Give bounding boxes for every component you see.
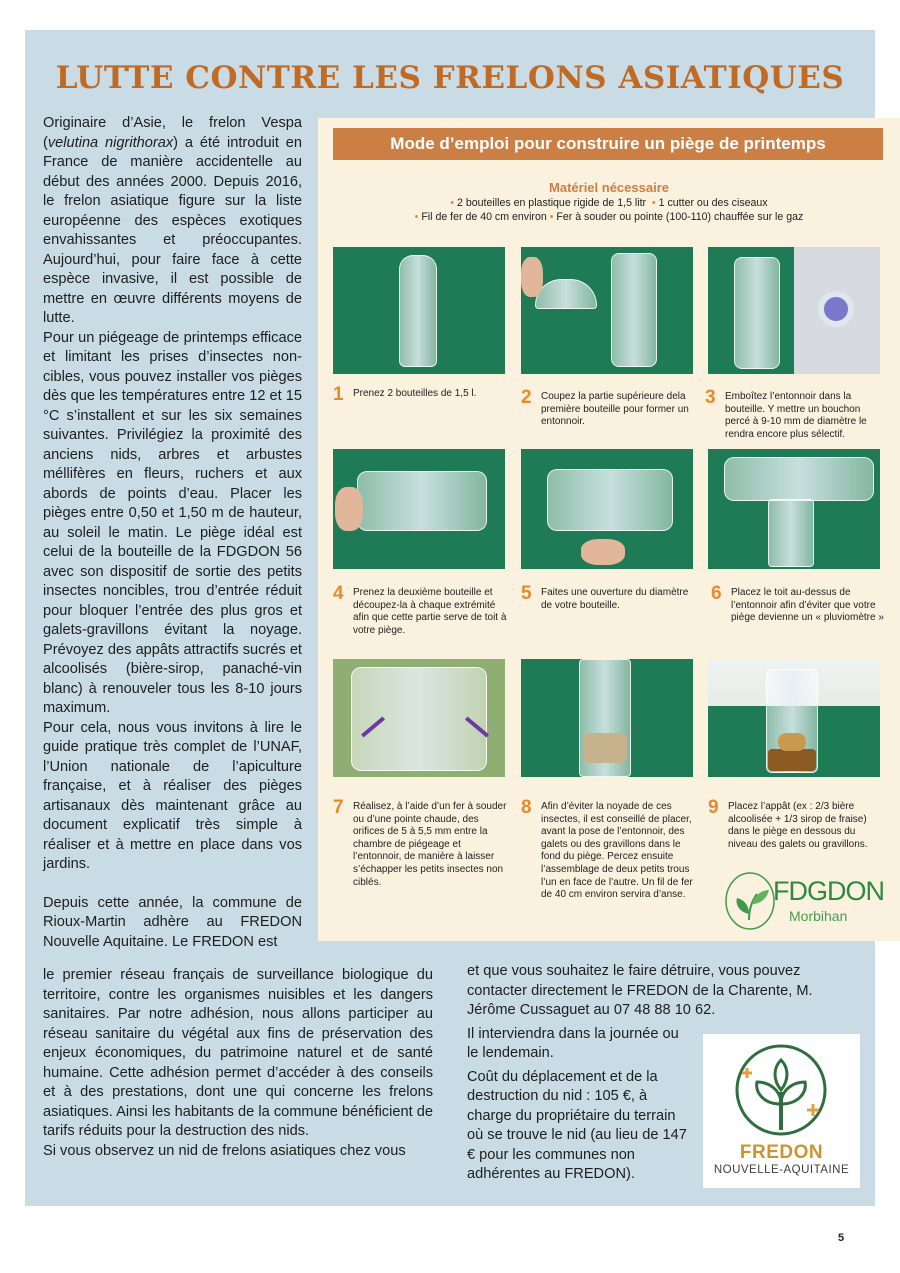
step-4: 4 Prenez la deuxième bouteille et découpez-la à chaque extrémité afin que cette partie serve de toit à votre piège. bbox=[333, 583, 507, 636]
cost-paragraph: Coût du déplacement et de la destruction du nid : 105 €, à charge du propriétaire du terrain où se trouve le nid (au lieu de 147 € pour les communes non adhérentes au FREDON). bbox=[467, 1068, 687, 1182]
step-2: 2 Coupez la partie supérieure dela première bouteille pour former un entonnoir. bbox=[521, 387, 689, 428]
photo-step-8 bbox=[521, 659, 693, 777]
guide-paragraph: Pour cela, nous vous invitons à lire le guide pratique très complet de l’UNAF, l’Union nationale de l’apiculture française, et à réaliser des pièges artisanaux dès maintenant grâce au document explicatif très simple à réaliser et à mettre en place dans vos jardins. bbox=[43, 719, 302, 872]
plant-icon bbox=[703, 1034, 860, 1140]
step-5: 5 Faites une ouverture du diamètre de votre bouteille. bbox=[521, 583, 689, 611]
photo-step-7 bbox=[333, 659, 505, 777]
step-6: 6 Placez le toit au-dessus de l’entonnoir afin d’éviter que votre piège devienne un « pluviomètre » bbox=[711, 583, 884, 624]
photo-step-5 bbox=[521, 449, 693, 569]
fdgdon-logo: FDGDON Morbihan bbox=[725, 870, 885, 932]
page-title: LUTTE CONTRE LES FRELONS ASIATIQUES bbox=[55, 60, 845, 96]
guide-header: Mode d’emploi pour construire un piège de printemps bbox=[333, 128, 883, 160]
photo-step-3 bbox=[708, 247, 880, 374]
nest-sentence: Si vous observez un nid de frelons asiatiques chez vous bbox=[43, 1142, 406, 1159]
step-8: 8 Afin d’éviter la noyade de ces insectes, il est conseillé de placer, avant la pose de l’entonnoir, des galets ou des gravillons dans le fond du piège. Percez ensuite l’assemblage de deux petits trous l’un en face de l’autre. Un fil de fer de 40 cm environ servira d’anse. bbox=[521, 797, 693, 901]
materials-line-2: • Fil de fer de 40 cm environ • Fer à souder ou pointe (100-110) chauffée sur le gaz bbox=[414, 211, 804, 223]
leaf-icon bbox=[725, 870, 775, 932]
materials-line-1: • 2 bouteilles en plastique rigide de 1,5 litr • 1 cutter ou des ciseaux bbox=[450, 197, 768, 209]
photo-step-1 bbox=[333, 247, 505, 374]
page-number: 5 bbox=[838, 1232, 845, 1244]
left-column bbox=[43, 114, 302, 952]
step-9: 9 Placez l’appât (ex : 2/3 bière alcoolisée + 1/3 sirop de fraise) dans le piège en dessous du niveau des galets ou gravillons. bbox=[708, 797, 868, 850]
fredon-logo: FREDON NOUVELLE-AQUITAINE bbox=[703, 1034, 860, 1188]
trapping-paragraph: Pour un piégeage de printemps efficace et limitant les prises d’insectes non-cibles, vous pouvez installer vos pièges dès que les températures entre 12 et 15 °C s’installent et sur les six semaines suivantes. Privilégiez la proximité des anciens nids, arbres et arbustes méllifères en fleurs, ruchers et aux abords de points d’eau. Placer les pièges entre 0,50 et 1,50 m de hauteur, au soleil le matin. Le piège idéal est celui de la bouteille de la FDGDON 56 avec son dispositif de sortie des petits insectes noncibles, trou d’entrée réduit pour bloquer l’entrée des plus gros et galets-gravillons évitant la noyage. Prévoyez des appâts attractifs sucrés et alcoolisés (bière-sirop, panaché-vin blanc) à renouveler tous les 8-10 jours maximum. bbox=[43, 329, 302, 716]
step-7: 7 Réalisez, à l’aide d’un fer à souder ou d’une pointe chaude, des orifices de 5 à 5,5 mm entre la chambre de piégeage et l’entonnoir, de manière à laisser s’échapper les petits insectes non ciblés. bbox=[333, 797, 507, 888]
intro-paragraph: Originaire d’Asie, le frelon Vespa (velutina nigrithorax) a été introduit en France de manière accidentelle au début des années 2000. Depuis 2016, le frelon asiatique figure sur la liste européenne des espèces exotiques envahissantes et préoccupantes. Aujourd’hui, pour faire face à cette espèce invasive, il est possible de mettre en œuvre différents moyens de lutte. bbox=[43, 115, 302, 326]
fredon-paragraph-start: Depuis cette année, la commune de Rioux-Martin adhère au FREDON Nouvelle Aquitaine. Le FREDON est bbox=[43, 894, 302, 950]
materials-title: Matériel nécessaire bbox=[549, 180, 669, 195]
photo-step-4 bbox=[333, 449, 505, 569]
intervention-paragraph: Il interviendra dans la journée ou le lendemain. bbox=[467, 1025, 679, 1061]
step-1: 1 Prenez 2 bouteilles de 1,5 l. bbox=[333, 384, 477, 405]
fredon-paragraph: le premier réseau français de surveillance biologique du territoire, contre les organismes nuisibles et les dangers sanitaires. Par notre adhésion, nous allons participer au réseau sanitaire du végétal aux fins de préservation des enjeux économiques, du patrimoine naturel et de santé humaine. Cette adhésion permet d’accéder à des conseils et à des prestations, dont une qui concerne les frelons asiatiques. Ainsi les habitants de la commune bénéficient de tarifs réduits pour la destruction des nids. Si vous observez un nid de frelons asiatiques chez vous bbox=[43, 967, 433, 1159]
contact-paragraph: et que vous souhaitez le faire détruire, vous pouvez contacter directement le FREDON de la Charente, M. Jérôme Cussaguet au 07 48 88 10 62. bbox=[467, 963, 813, 1018]
step-3: 3 Emboîtez l’entonnoir dans la bouteille. Y mettre un bouchon percé à 9-10 mm de diamètre le rendra encore plus sélectif. bbox=[705, 387, 867, 440]
photo-step-9 bbox=[708, 659, 880, 777]
trap-guide-box bbox=[318, 118, 900, 941]
photo-step-2 bbox=[521, 247, 693, 374]
photo-step-6 bbox=[708, 449, 880, 569]
